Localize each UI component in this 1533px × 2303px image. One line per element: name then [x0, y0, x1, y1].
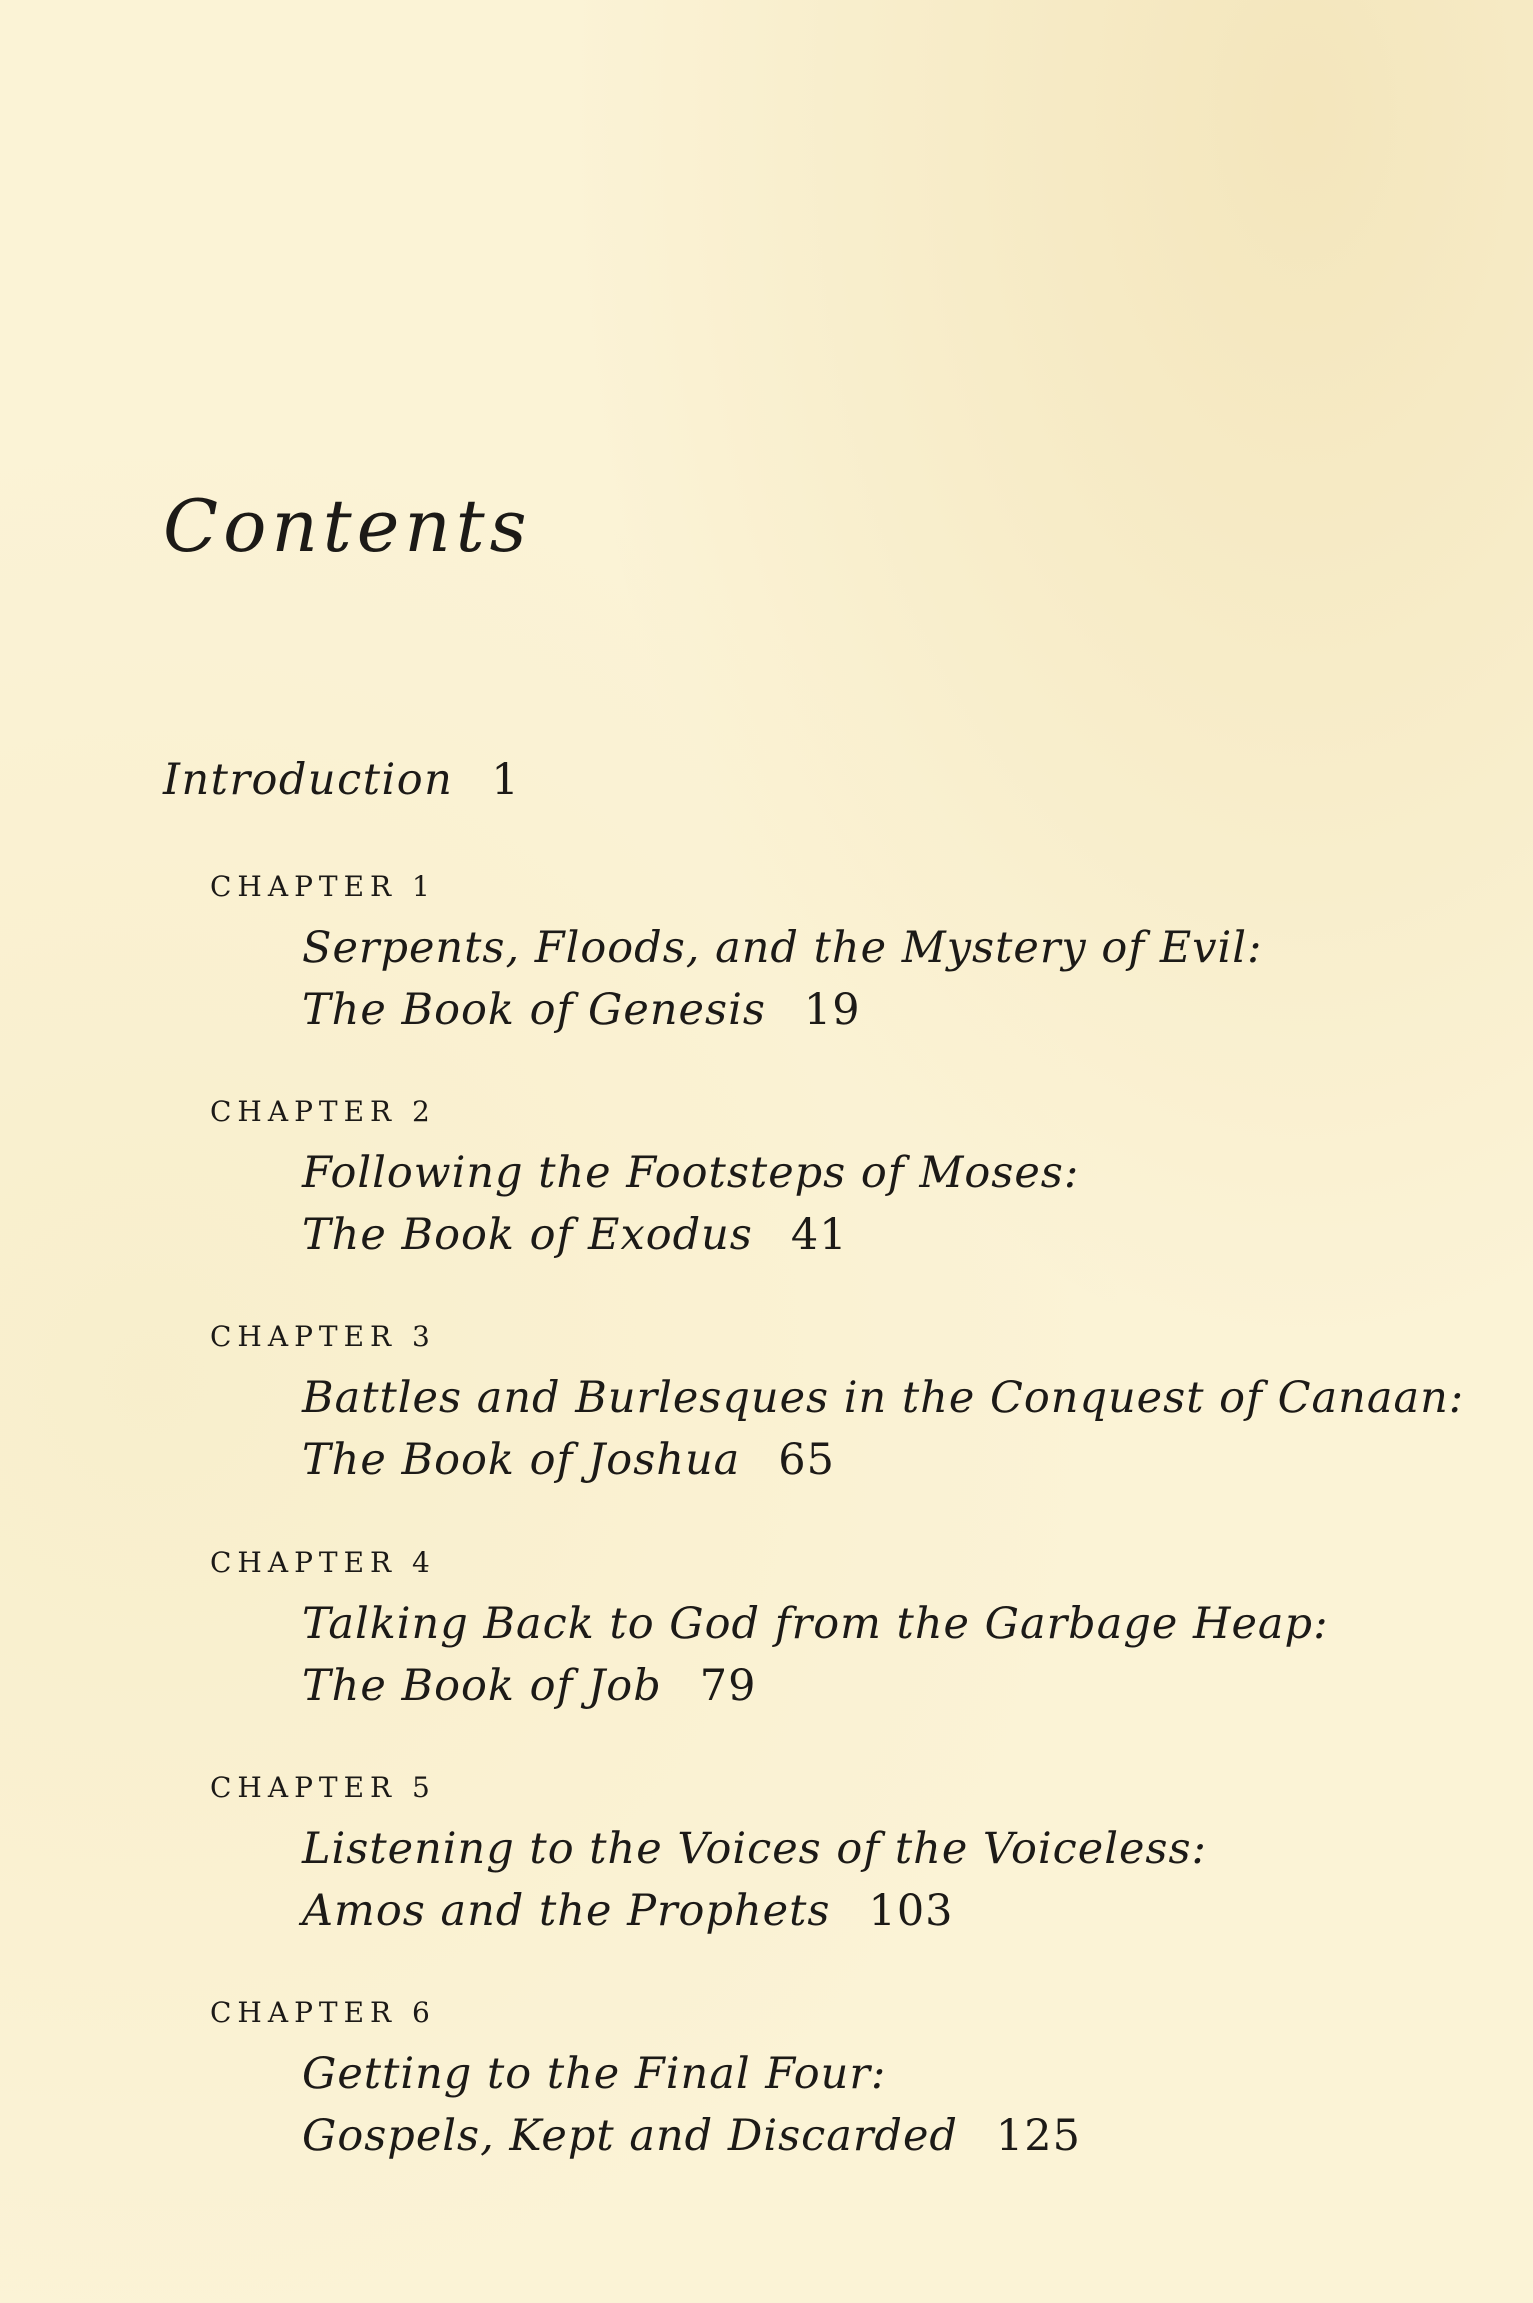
chapter-title-line-1: Listening to the Voices of the Voiceless: [302, 1824, 1208, 1874]
chapter-page-number: 19 [803, 985, 861, 1035]
chapter-page-number: 79 [699, 1661, 757, 1711]
chapter-label: CHAPTER 1 [210, 870, 436, 903]
chapter-title-line-1: Battles and Burlesques in the Conquest of Canaan: [302, 1373, 1465, 1423]
chapter-page-number: 41 [790, 1210, 848, 1260]
toc-entry-chapter-5[interactable] [210, 1771, 1410, 1936]
chapter-title-line-2 [302, 1210, 848, 1260]
chapter-title-line-2 [302, 2111, 1081, 2161]
introduction-page-number: 1 [491, 755, 520, 805]
chapter-title-line-1: Serpents, Floods, and the Mystery of Evil: [302, 923, 1263, 973]
chapter-page-number: 125 [995, 2111, 1081, 2161]
chapter-label: CHAPTER 2 [210, 1095, 436, 1128]
chapter-subtitle: The Book of Exodus [302, 1210, 753, 1260]
chapter-page-number: 65 [778, 1435, 835, 1485]
chapter-title-line-2 [302, 1661, 757, 1711]
toc-entry-chapter-3[interactable] [210, 1320, 1465, 1485]
toc-entry-chapter-2[interactable] [210, 1095, 1410, 1260]
introduction-title: Introduction [163, 755, 454, 805]
chapter-title-line-2 [302, 1886, 954, 1936]
chapter-subtitle: Amos and the Prophets [302, 1886, 831, 1936]
chapter-title-line-1: Getting to the Final Four: [302, 2049, 887, 2099]
chapter-subtitle: Gospels, Kept and Discarded [302, 2111, 958, 2161]
toc-entry-chapter-6[interactable] [210, 1996, 1410, 2161]
toc-entry-chapter-4[interactable] [210, 1546, 1410, 1711]
page-title: Contents [163, 484, 532, 568]
chapter-label: CHAPTER 4 [210, 1546, 436, 1579]
chapter-label: CHAPTER 3 [210, 1320, 436, 1353]
toc-entry-chapter-1[interactable] [210, 870, 1410, 1035]
chapter-label: CHAPTER 6 [210, 1996, 436, 2029]
chapter-page-number: 103 [868, 1886, 954, 1936]
chapter-title-line-2 [302, 985, 861, 1035]
chapter-title-line-1: Talking Back to God from the Garbage Heap: [302, 1599, 1329, 1649]
chapter-label: CHAPTER 5 [210, 1771, 436, 1804]
chapter-subtitle: The Book of Job [302, 1661, 662, 1711]
chapter-subtitle: The Book of Joshua [302, 1435, 741, 1485]
toc-entry-introduction[interactable] [163, 755, 520, 807]
chapter-subtitle: The Book of Genesis [302, 985, 766, 1035]
chapter-title-line-1: Following the Footsteps of Moses: [302, 1148, 1080, 1198]
chapter-title-line-2 [302, 1435, 835, 1485]
